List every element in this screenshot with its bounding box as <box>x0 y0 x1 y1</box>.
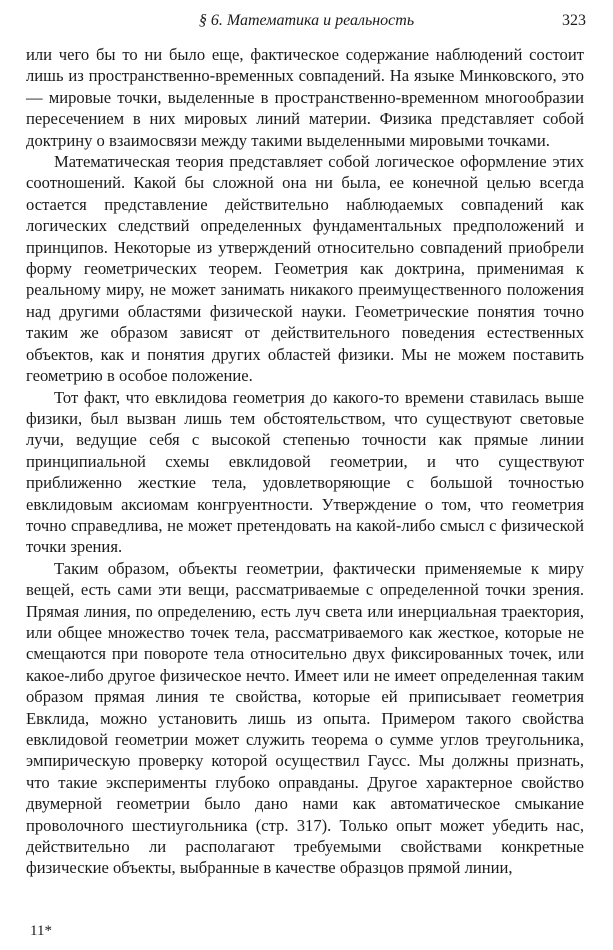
page-header <box>0 10 613 32</box>
page-number: 323 <box>562 12 586 29</box>
paragraph: Таким образом, объекты геометрии, фактически применяемые к миру вещей, есть сами эти вещи, рассматриваемые с определенной точки зрения. Прямая линия, по определению, есть луч света или инерциальная траектория, или общее множество точек тела, рассматриваемого как жесткое, которые не смещаются при повороте тела относительно двух фиксированных точек, или какое-либо другое физическое нечто. Имеет или не имеет определенная таким образом прямая линия те свойства, которые ей приписывает геометрия Евклида, можно установить лишь из опыта. Примером такого свойства евклидовой геометрии может служить теорема о сумме углов треугольника, эмпирическую проверку которой осуществил Гаусс. Мы должны признать, что такие эксперименты глубоко оправданы. Другое характерное свойство двумерной геометрии было дано нами как автоматическое смыкание проволочного шестиугольника (стр. 317). Только опыт может убедить нас, действительно ли располагают требуемыми свойствами конкретные физические объекты, выбранные в качестве образцов прямой линии, <box>26 558 584 878</box>
signature-mark: 11* <box>30 923 52 939</box>
paragraph: Математическая теория представляет собой логическое оформление этих соотношений. Какой бы сложной она ни была, ее конечной целью всегда остается представление действительно наблюдаемых совпадений как логических следствий определенных фундаментальных предположений и принципов. Некоторые из утверждений относительно совпадений приобрели форму геометрических теорем. Геометрия как доктрина, применимая к реальному миру, не может занимать никакого преимущественного положения над другими областями физической науки. Геометрические понятия точно таким же образом зависят от действительного поведения естественных объектов, как и понятия других областей физики. Мы не можем поставить геометрию в особое положение. <box>26 152 584 386</box>
paragraph: или чего бы то ни было еще, фактическое содержание наблюдений состоит лишь из пространственно-временных совпадений. На языке Минковского, это — мировые точки, выделенные в пространственно-временном многообразии пересечением в них мировых линий материи. Физика представляет собой доктрину о взаимосвязи между такими выделенными мировыми точками. <box>26 45 584 150</box>
body-text <box>26 44 584 879</box>
paragraph: Тот факт, что евклидова геометрия до какого-то времени ставилась выше физики, был вызван лишь тем обстоятельством, что существуют световые лучи, ведущие себя с высокой степенью точности как прямые линии принципиальной схемы евклидовой геометрии, и что существуют приближенно жесткие тела, удовлетворяющие с большой точностью евклидовым аксиомам конгруентности. Утверждение о том, что геометрия точно справедлива, не может претендовать на какой-либо смысл с физической точки зрения. <box>26 387 584 557</box>
running-title: § 6. Математика и реальность <box>198 12 415 29</box>
